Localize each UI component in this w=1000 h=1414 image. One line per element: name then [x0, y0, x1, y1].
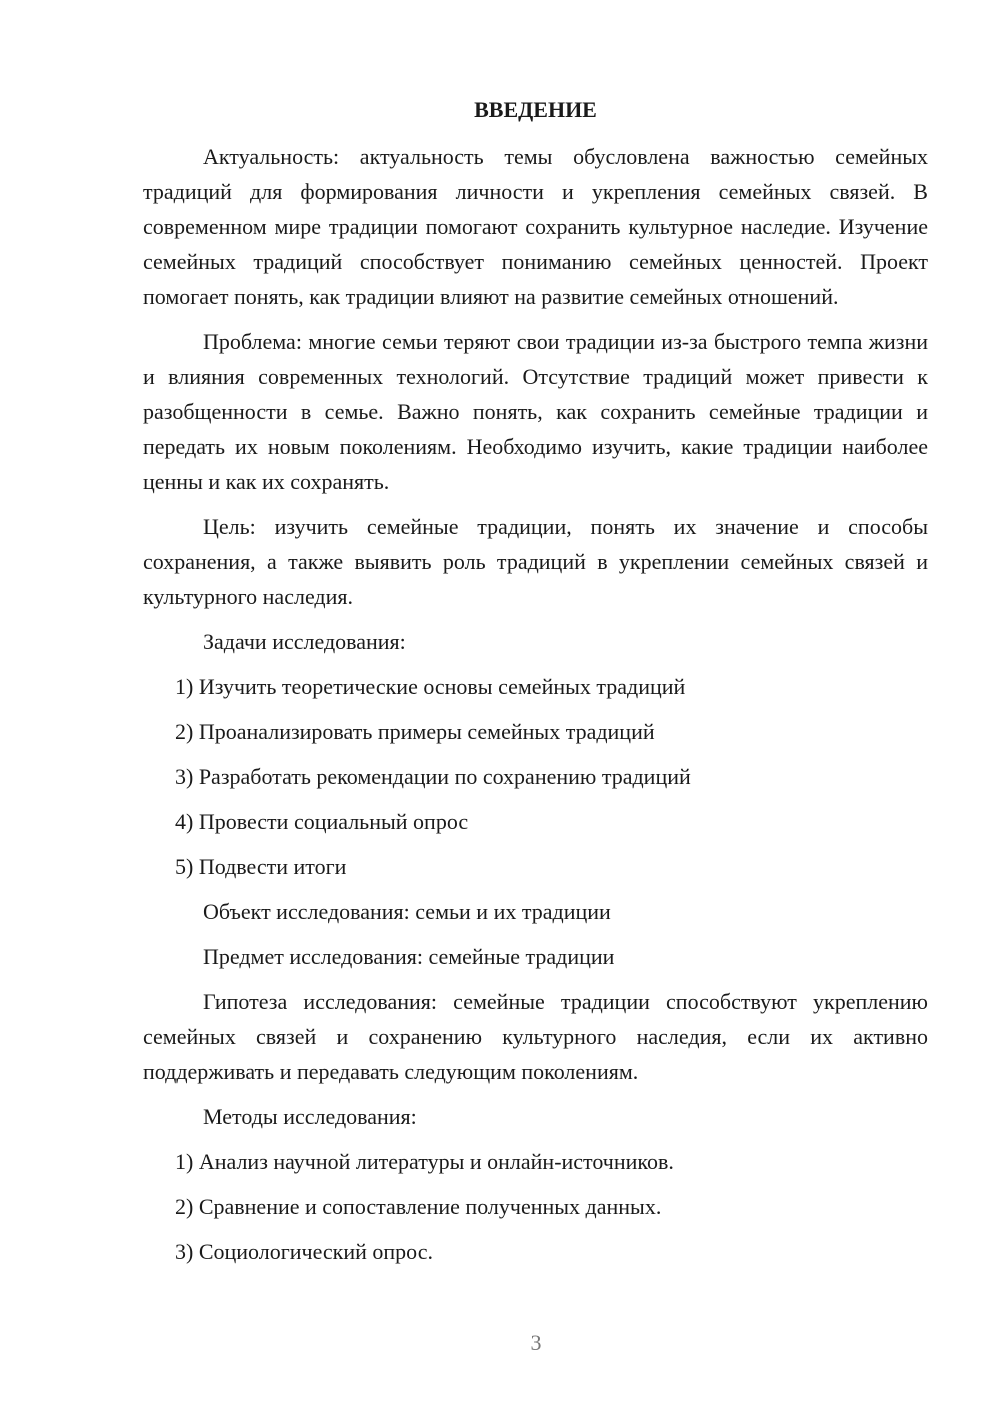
tasks-heading: Задачи исследования: — [203, 629, 406, 654]
hypothesis-paragraph: Гипотеза исследования: семейные традиции способствуют укреплению семейных связей и сохранению культурного наследия, если их активно поддерживать и передавать следующим поколениям. — [143, 989, 928, 1084]
list-item: 1) Анализ научной литературы и онлайн-источников. — [175, 1149, 674, 1174]
page-title: ВВЕДЕНИЕ — [474, 97, 597, 122]
list-item: 3) Разработать рекомендации по сохранению традиций — [175, 764, 691, 789]
page-number: 3 — [530, 1330, 542, 1355]
list-item: 2) Проанализировать примеры семейных традиций — [175, 719, 655, 744]
relevance-paragraph: Актуальность: актуальность темы обусловлена важностью семейных традиций для формирования личности и укрепления семейных связей. В современном мире традиции помогают сохранить культурное наследие. Изучение семейных традиций способствует пониманию семейных ценностей. Проект помогает понять, как традиции влияют на развитие семейных отношений. — [143, 144, 928, 309]
list-item: 5) Подвести итоги — [175, 854, 347, 879]
goal-paragraph: Цель: изучить семейные традиции, понять их значение и способы сохранения, а также выявить роль традиций в укреплении семейных связей и культурного наследия. — [143, 514, 928, 609]
methods-heading: Методы исследования: — [203, 1104, 417, 1129]
list-item: 4) Провести социальный опрос — [175, 809, 469, 834]
object-line: Объект исследования: семьи и их традиции — [203, 899, 611, 924]
list-item: 2) Сравнение и сопоставление полученных данных. — [175, 1194, 662, 1219]
methods-list — [143, 1144, 928, 1269]
list-item: 3) Социологический опрос. — [175, 1239, 433, 1264]
problem-paragraph: Проблема: многие семьи теряют свои традиции из-за быстрого темпа жизни и влияния современных технологий. Отсутствие традиций может привести к разобщенности в семье. Важно понять, как сохранить семейные традиции и передать их новым поколениям. Необходимо изучить, какие традиции наиболее ценны и как их сохранять. — [143, 329, 928, 494]
subject-line: Предмет исследования: семейные традиции — [203, 944, 615, 969]
document-body — [143, 95, 928, 1279]
tasks-list — [143, 669, 928, 884]
list-item: 1) Изучить теоретические основы семейных традиций — [175, 674, 686, 699]
